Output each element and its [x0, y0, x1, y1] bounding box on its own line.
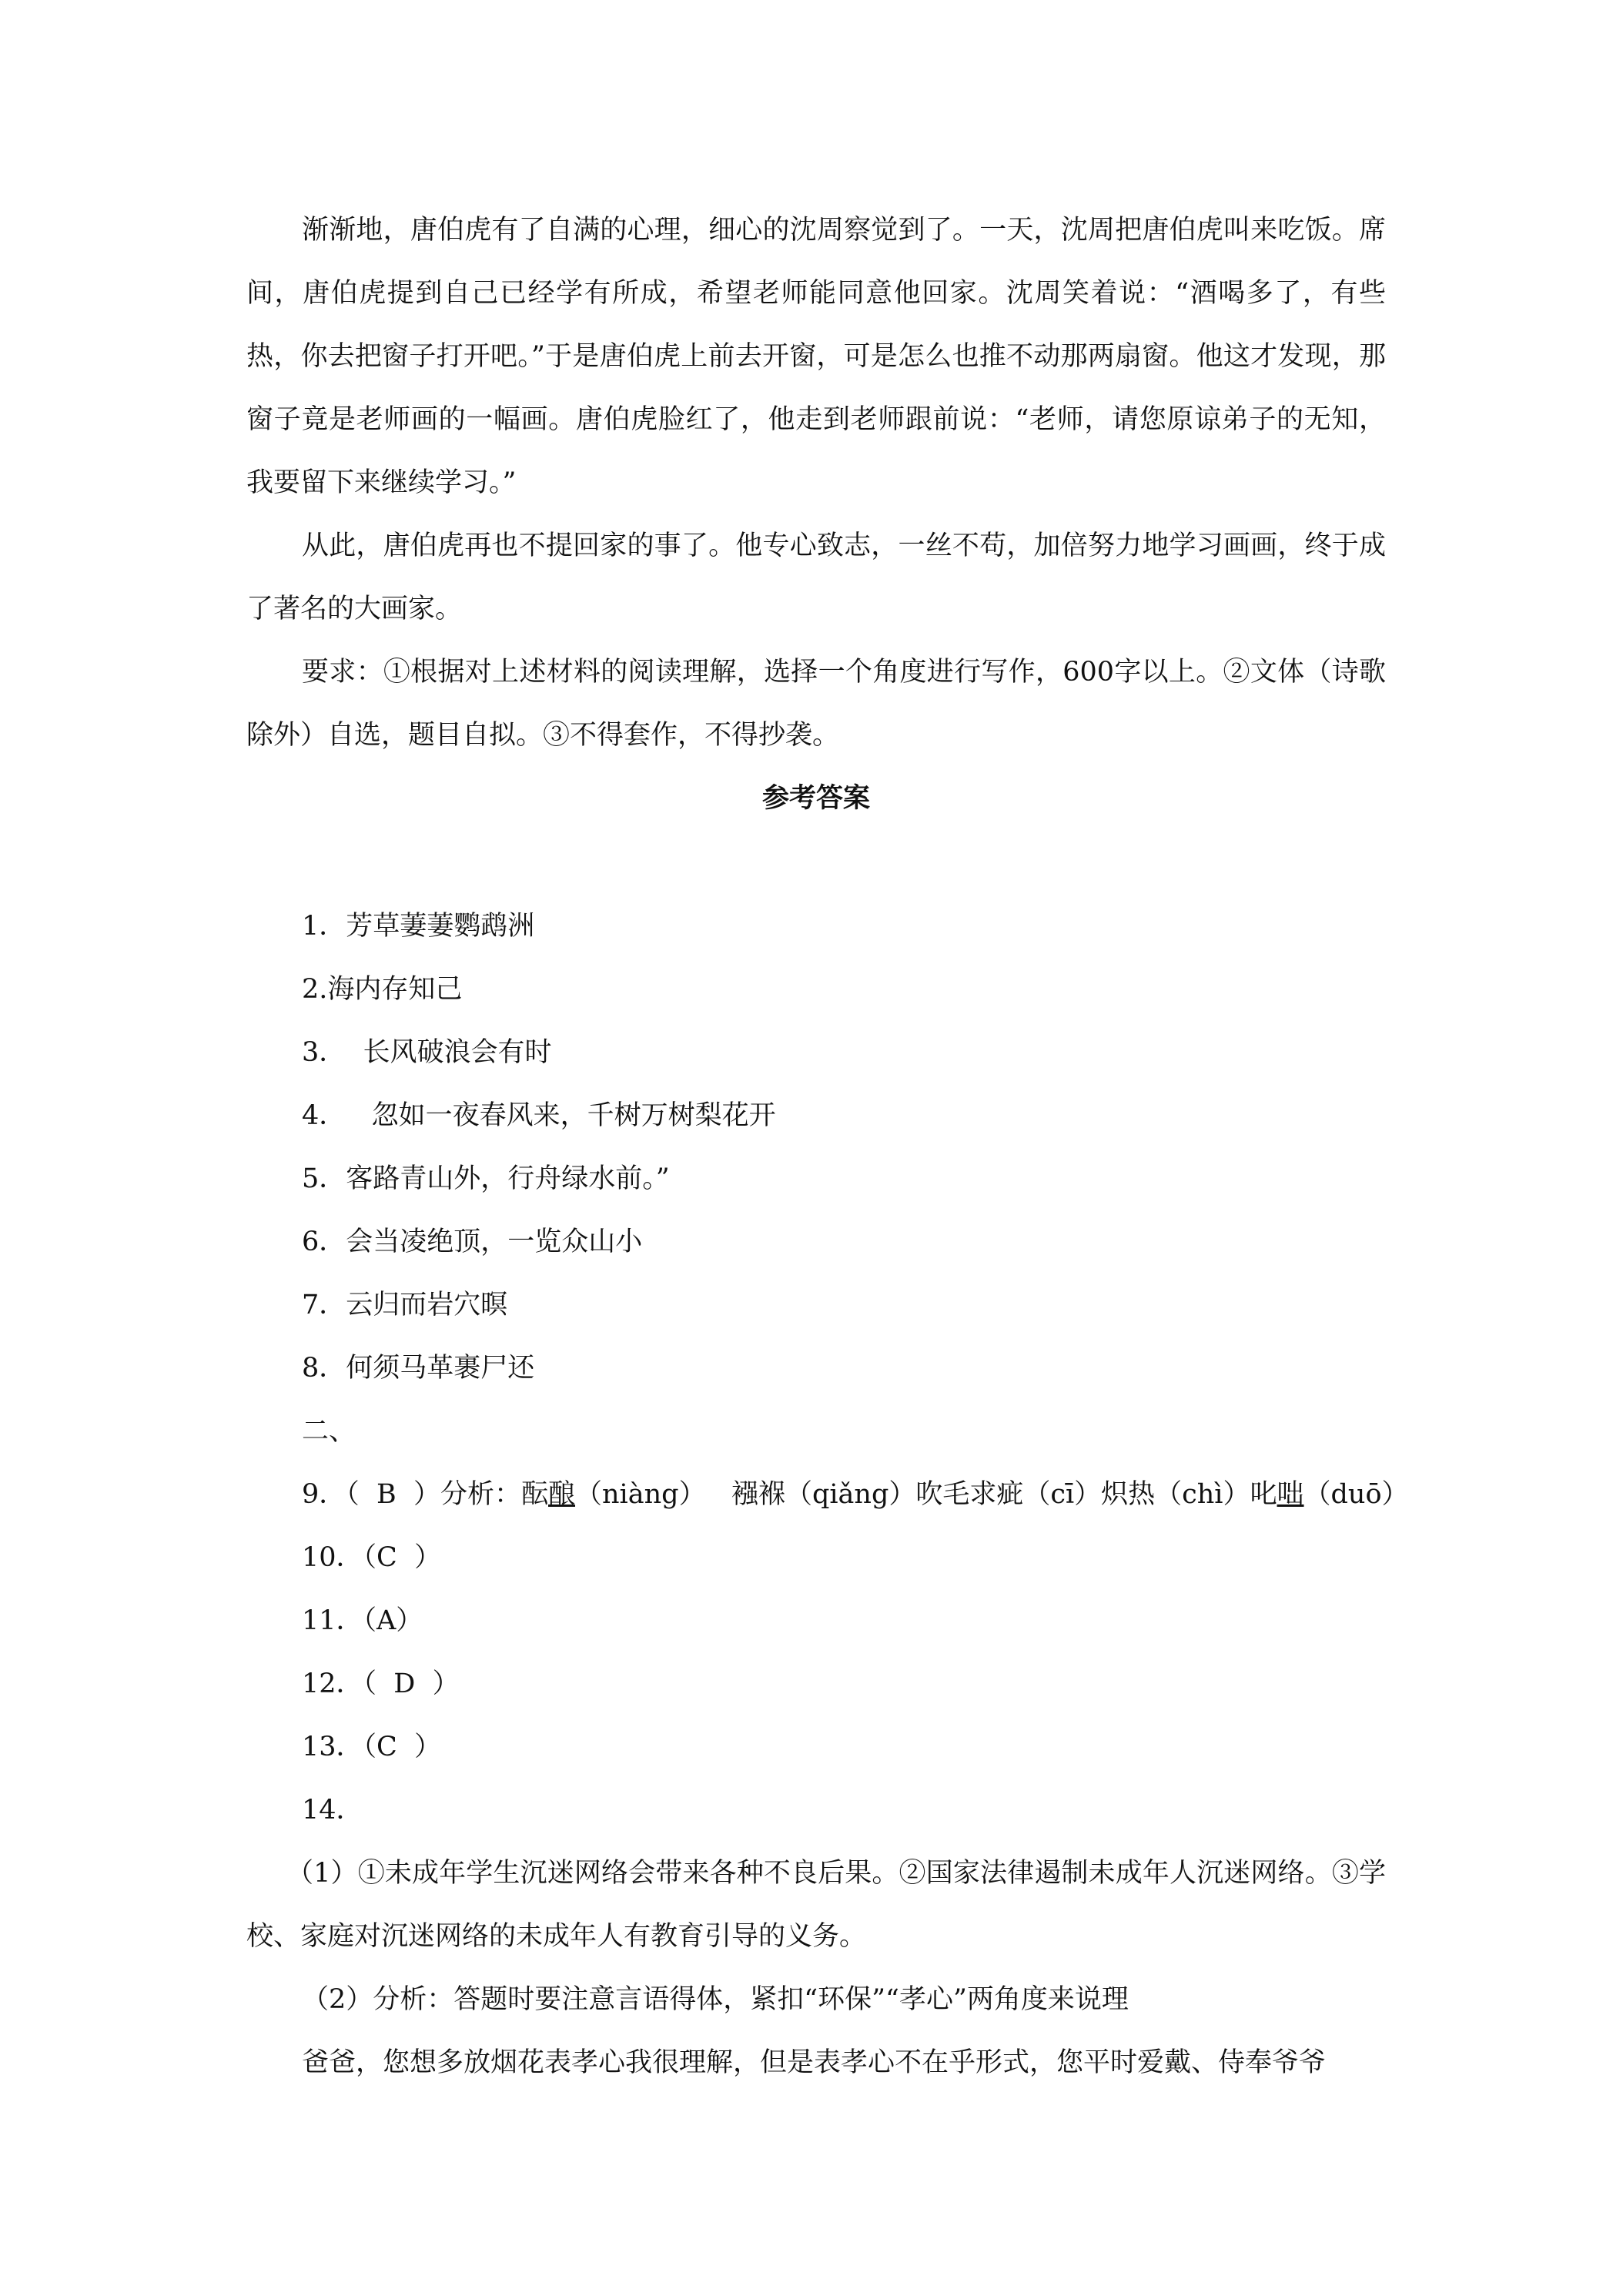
- answers-heading: 参考答案: [761, 783, 870, 814]
- heading-spacer: [246, 830, 1386, 895]
- answer-12: 12．（ D ）: [302, 1668, 460, 1699]
- answer-9-suffix: （duō）: [1303, 1479, 1409, 1510]
- answer-14-part-2: （2）分析：答题时要注意言语得体，紧扣“环保”“孝心”两角度来说理: [302, 1984, 1129, 2015]
- answer-14-continuation: 爸爸，您想多放烟花表孝心我很理解，但是表孝心不在乎形式，您平时爱戴、侍奉爷爷: [302, 2047, 1327, 2078]
- answer-9: [246, 1463, 1409, 1526]
- answer-5: 5．客路青山外，行舟绿水前。”: [302, 1163, 670, 1194]
- answer-9-underlined-1: 酿: [548, 1479, 576, 1510]
- answer-9-middle: （niàng） 襁褓（qiǎng）吹毛求疵（cī）炽热（chì）叱: [575, 1479, 1277, 1510]
- writing-requirements: 要求：①根据对上述材料的阅读理解，选择一个角度进行写作，600字以上。②文体（诗歌除外）自选，题目自拟。③不得套作，不得抄袭。: [246, 657, 1386, 751]
- answer-3: 3． 长风破浪会有时: [302, 1037, 552, 1068]
- story-paragraph-1: 渐渐地，唐伯虎有了自满的心理，细心的沈周察觉到了。一天，沈周把唐伯虎叫来吃饭。席间，唐伯虎提到自己已经学有所成，希望老师能同意他回家。沈周笑着说：“酒喝多了，有些热，你去把窗子打开吧。”于是唐伯虎上前去开窗，可是怎么也推不动那两扇窗。他这才发现，那窗子竟是老师画的一幅画。唐伯虎脸红了，他走到老师跟前说：“老师，请您原谅弟子的无知，我要留下来继续学习。”: [246, 215, 1386, 498]
- answer-4: 4． 忽如一夜春风来，千树万树梨花开: [302, 1100, 776, 1131]
- answer-11: 11．（A）: [302, 1605, 423, 1636]
- document-page: [246, 199, 1409, 2094]
- section-2-label: 二、: [302, 1416, 356, 1447]
- answer-14: 14．: [302, 1795, 363, 1826]
- answer-1: 1．芳草萋萋鹦鹉洲: [302, 911, 535, 942]
- answer-13: 13．（C ）: [302, 1732, 442, 1762]
- answer-7: 7．云归而岩穴暝: [302, 1290, 508, 1320]
- answer-2: 2.海内存知己: [302, 974, 463, 1005]
- answer-6: 6．会当凌绝顶，一览众山小: [302, 1227, 643, 1257]
- answer-10: 10．（C ）: [302, 1542, 442, 1573]
- answer-9-underlined-2: 咄: [1277, 1479, 1304, 1510]
- story-paragraph-2: 从此，唐伯虎再也不提回家的事了。他专心致志，一丝不苟，加倍努力地学习画画，终于成了著名的大画家。: [246, 530, 1386, 624]
- answer-9-prefix: 9．（ B ）分析：酝: [302, 1479, 548, 1510]
- answer-8: 8．何须马革裹尸还: [302, 1353, 535, 1384]
- answer-14-part-1: （1）①未成年学生沉迷网络会带来各种不良后果。②国家法律遏制未成年人沉迷网络。③学校、家庭对沉迷网络的未成年人有教育引导的义务。: [246, 1858, 1386, 1952]
